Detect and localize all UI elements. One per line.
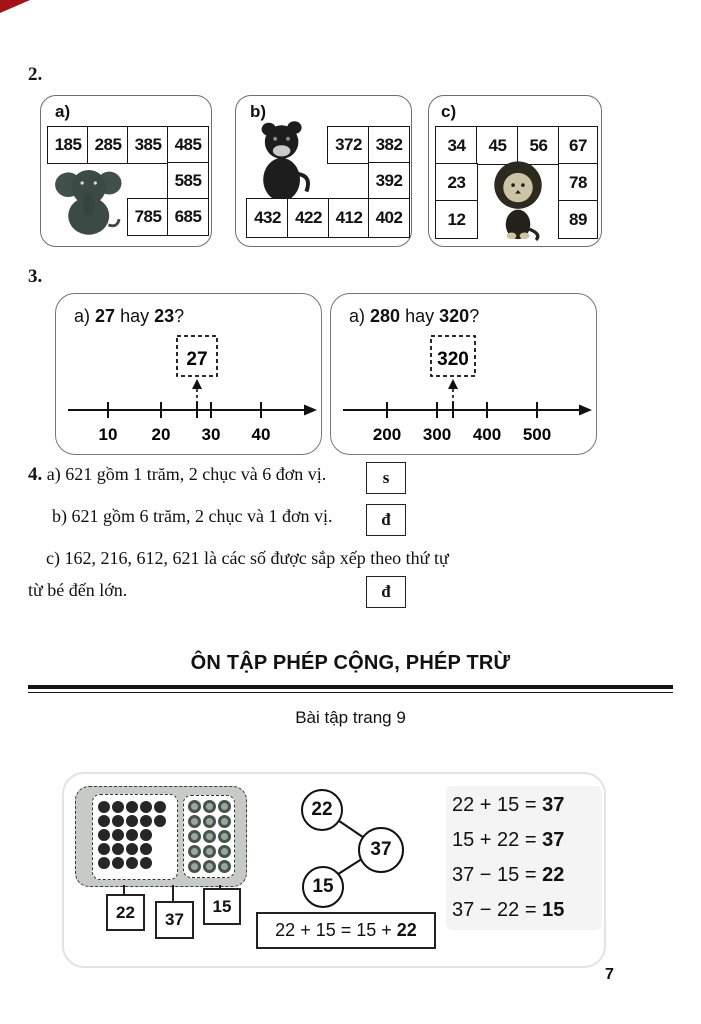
- question-prefix: a): [349, 306, 366, 326]
- grid-cell: 34: [435, 126, 478, 165]
- grid-cell: 45: [476, 126, 519, 165]
- page-number: 7: [605, 966, 614, 983]
- grid-cell: 12: [435, 200, 478, 239]
- count-22: 22: [116, 902, 135, 922]
- exercise2-panel-b: [235, 95, 412, 247]
- section-title: ÔN TẬP PHÉP CỘNG, PHÉP TRỪ: [190, 652, 511, 674]
- line-arrow-icon: [579, 405, 592, 416]
- answer-value: 320: [437, 349, 469, 370]
- tick-label: 300: [422, 425, 452, 444]
- numberline-2: [331, 332, 596, 452]
- equation-answer: 37: [542, 829, 565, 851]
- question-mid: hay: [405, 306, 435, 326]
- bond-22: 22: [311, 799, 333, 820]
- exercise4-line-a: [28, 464, 326, 486]
- question-number-1: 27: [95, 306, 116, 326]
- grid-cell: 385: [127, 126, 169, 164]
- line-arrow-icon: [304, 405, 317, 416]
- numberline-panel-1: [55, 293, 322, 455]
- equation-answer: 22: [542, 864, 565, 886]
- grid-cell: 485: [167, 126, 209, 164]
- grid-cell: 78: [558, 163, 598, 202]
- equation-answer: 15: [542, 899, 565, 921]
- equation-row: [452, 823, 602, 858]
- answer-b: đ: [381, 510, 391, 529]
- answer-box-b: [366, 504, 406, 536]
- figure-panel: [62, 772, 606, 968]
- panel-c-label: c): [441, 102, 457, 121]
- numberline-1: [56, 332, 321, 452]
- grid-cell: 185: [47, 126, 89, 164]
- statement-b: b) 621 gồm 6 trăm, 2 chục và 1 đơn vị.: [52, 506, 333, 526]
- tick-label: 10: [98, 425, 118, 444]
- red-corner-mark: [0, 0, 30, 13]
- question-mid: hay: [120, 306, 150, 326]
- equation-list: [446, 786, 602, 930]
- equation-expr: 15 + 22 =: [452, 829, 537, 851]
- exercise4-number: 4.: [28, 464, 43, 485]
- grid-cell: 56: [517, 126, 560, 165]
- grid-cell: 67: [558, 126, 598, 165]
- grid-cell: 422: [287, 198, 330, 238]
- question-number-2: 320: [439, 306, 470, 326]
- panel-a-label: a): [55, 102, 71, 121]
- equation-row: [452, 858, 602, 893]
- answer-box-c: [366, 576, 406, 608]
- grid-cell: 285: [87, 126, 129, 164]
- equation-row: [452, 893, 602, 928]
- grid-cell: 392: [368, 162, 410, 200]
- statement-c-line1: c) 162, 216, 612, 621 là các số được sắp xếp theo thứ tự: [46, 548, 449, 568]
- question-number-1: 280: [370, 306, 401, 326]
- statement-a: a) 621 gồm 1 trăm, 2 chục và 6 đơn vị.: [46, 464, 327, 484]
- exercise4-line-c2: [28, 580, 127, 601]
- tick-label: 200: [372, 425, 402, 444]
- grid-cell: 785: [127, 198, 169, 236]
- answer-c: đ: [381, 582, 391, 601]
- grid-cell: 89: [558, 200, 598, 239]
- grid-cell: 685: [167, 198, 209, 236]
- tick-label: 400: [472, 425, 502, 444]
- exercise4-line-c1: [46, 548, 449, 569]
- bond-circle-37: [358, 827, 404, 873]
- grid-cell: 402: [368, 198, 410, 238]
- exercise3-number: 3.: [28, 266, 43, 287]
- grid-cell: 382: [368, 126, 410, 164]
- question-prefix: a): [74, 306, 91, 326]
- count-37: 37: [165, 910, 184, 929]
- grid-cell: 372: [327, 126, 370, 164]
- equation-answer: 37: [542, 794, 565, 816]
- count-15: 15: [212, 896, 232, 916]
- identity-bold: 22: [396, 920, 417, 940]
- exercise2-number: 2.: [28, 64, 43, 85]
- grid-cell: 432: [246, 198, 289, 238]
- equation-expr: 37 − 22 =: [452, 899, 537, 921]
- panel-b-label: b): [250, 102, 267, 121]
- elephant-image: [51, 151, 133, 243]
- section-divider: [28, 685, 673, 693]
- bond-circle-15: [302, 866, 344, 908]
- tick-label: 20: [151, 425, 171, 444]
- bond-circle-22: [301, 789, 343, 831]
- exercise2-panel-a: [40, 95, 212, 247]
- identity-box: [256, 912, 436, 949]
- answer-value: 27: [186, 349, 208, 370]
- question-suffix: ?: [469, 306, 480, 326]
- tiger-image: [246, 118, 322, 206]
- answer-box-a: [366, 462, 406, 494]
- numberline-panel-2: [330, 293, 597, 455]
- bond-15: 15: [312, 876, 334, 897]
- identity-lhs: 22 + 15 = 15 +: [275, 920, 392, 940]
- tick-label: 30: [201, 425, 221, 444]
- tick-label: 500: [522, 425, 552, 444]
- question-number-2: 23: [154, 306, 175, 326]
- exercise2-panel-c: [428, 95, 602, 247]
- numberline-1-question: [74, 306, 184, 327]
- grid-cell: 585: [167, 162, 209, 200]
- section-subtitle: Bài tập trang 9: [295, 708, 406, 727]
- grid-cell: 412: [328, 198, 370, 238]
- up-arrow-icon: [192, 379, 202, 389]
- lion-image: [481, 154, 555, 244]
- equation-expr: 22 + 15 =: [452, 794, 537, 816]
- question-suffix: ?: [174, 306, 185, 326]
- equation-row: [452, 788, 602, 823]
- exercise4-line-b: [52, 506, 332, 527]
- up-arrow-icon: [448, 379, 458, 389]
- tick-label: 40: [251, 425, 271, 444]
- equation-expr: 37 − 15 =: [452, 864, 537, 886]
- answer-a: s: [382, 468, 390, 487]
- numberline-2-question: [349, 306, 479, 327]
- bond-37: 37: [370, 839, 392, 860]
- grid-cell: 23: [435, 163, 478, 202]
- statement-c-line2: từ bé đến lớn.: [28, 580, 128, 600]
